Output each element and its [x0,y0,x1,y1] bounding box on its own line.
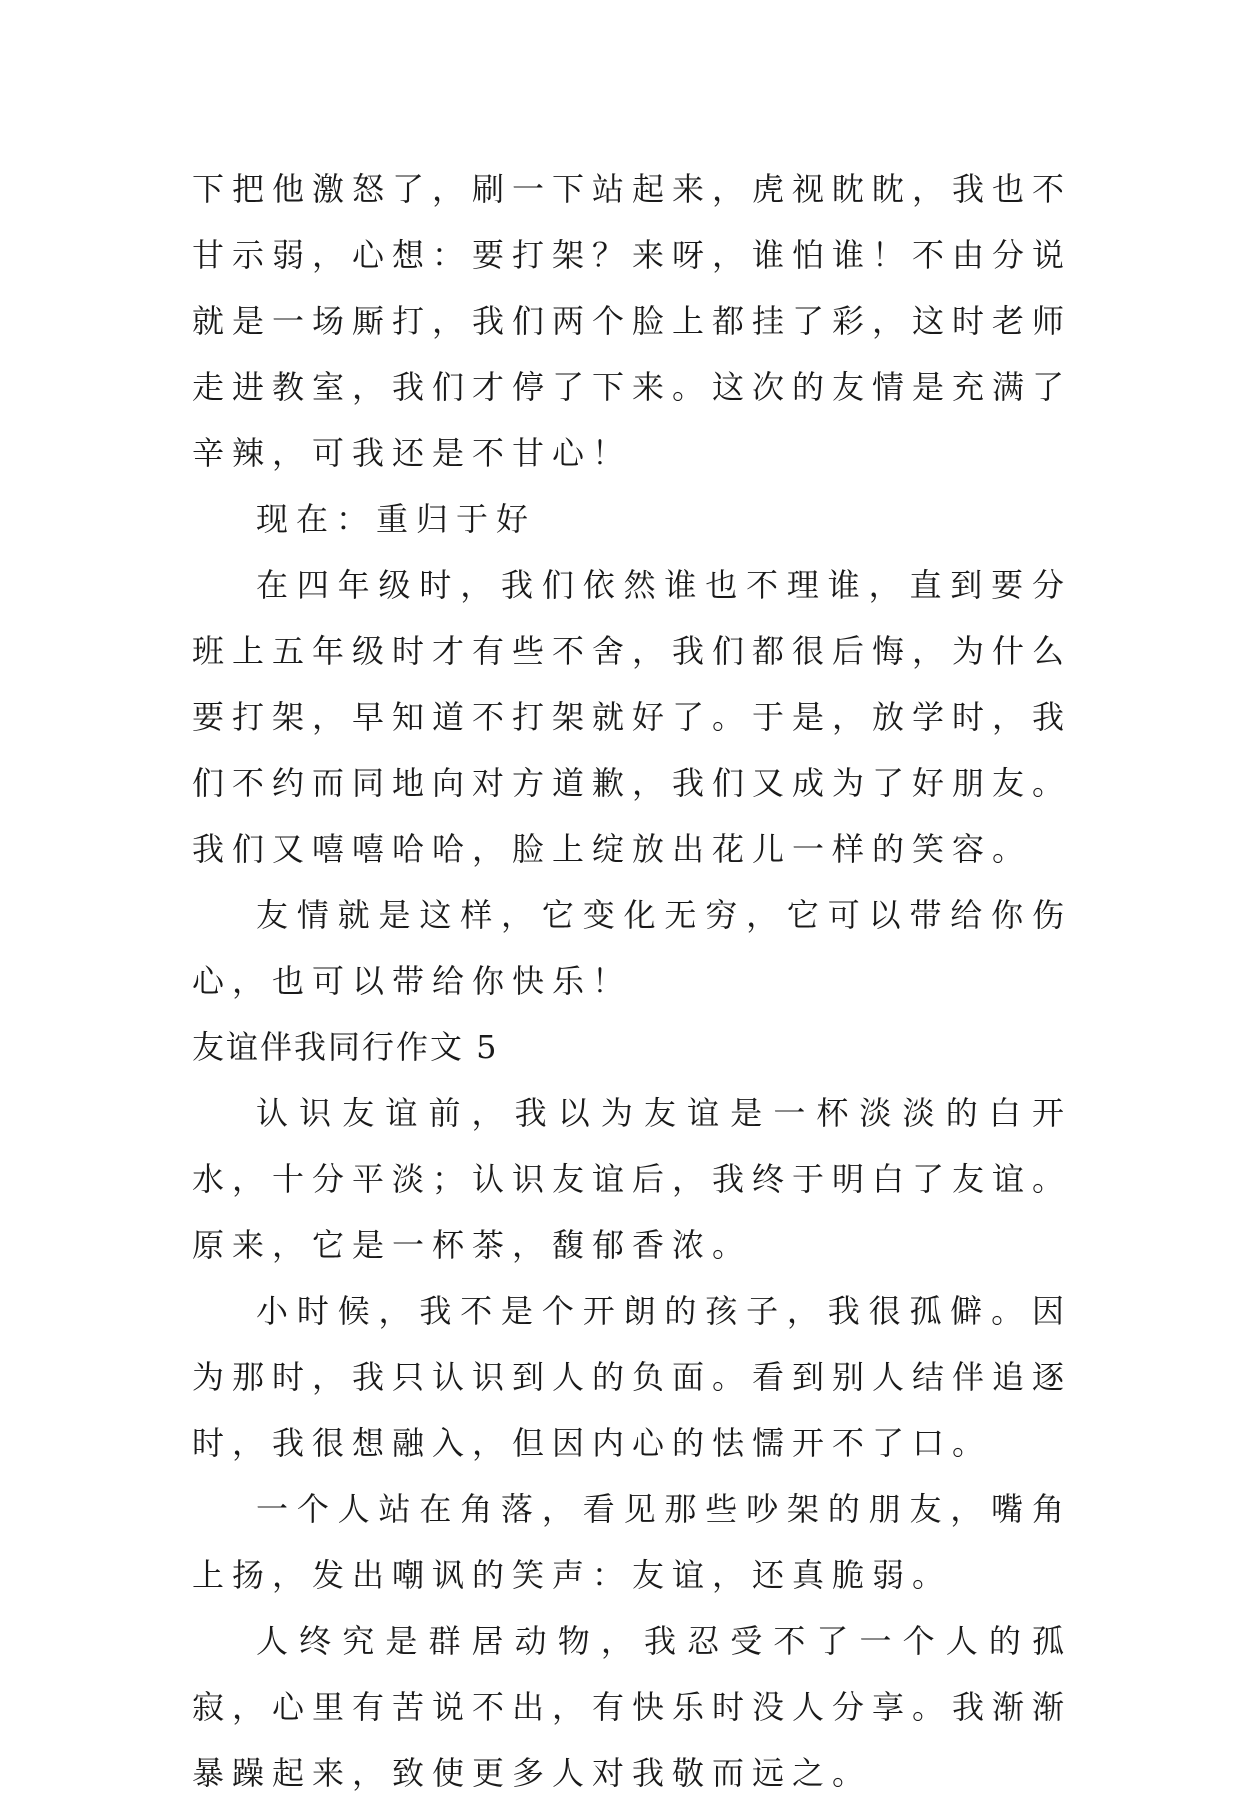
paragraph: 友情就是这样，它变化无穷，它可以带给你伤心，也可以带给你快乐！ [192,896,1072,1000]
essay-title: 友谊伴我同行作文 5 [192,1028,499,1066]
document-body [192,156,1072,1806]
paragraph-continued: 下把他激怒了，刷一下站起来，虎视眈眈，我也不甘示弱，心想：要打架？来呀，谁怕谁！不由分说就是一场厮打，我们两个脸上都挂了彩，这时老师走进教室，我们才停了下来。这次的友情是充满了辛辣，可我还是不甘心！ [192,170,1073,472]
paragraph: 在四年级时，我们依然谁也不理谁，直到要分班上五年级时才有些不舍，我们都很后悔，为什么要打架，早知道不打架就好了。于是，放学时，我们不约而同地向对方道歉，我们又成为了好朋友。我们又嘻嘻哈哈，脸上绽放出花儿一样的笑容。 [192,566,1073,868]
paragraph: 认识友谊前，我以为友谊是一杯淡淡的白开水，十分平淡；认识友谊后，我终于明白了友谊。原来，它是一杯茶，馥郁香浓。 [192,1094,1073,1264]
section-subheading: 现在：重归于好 [256,500,537,538]
paragraph: 人终究是群居动物，我忍受不了一个人的孤寂，心里有苦说不出，有快乐时没人分享。我渐渐暴躁起来，致使更多人对我敬而远之。 [192,1622,1073,1792]
paragraph: 小时候，我不是个开朗的孩子，我很孤僻。因为那时，我只认识到人的负面。看到别人结伴追逐时，我很想融入，但因内心的怯懦开不了口。 [192,1292,1073,1462]
paragraph: 一个人站在角落，看见那些吵架的朋友，嘴角上扬，发出嘲讽的笑声：友谊，还真脆弱。 [192,1490,1072,1594]
